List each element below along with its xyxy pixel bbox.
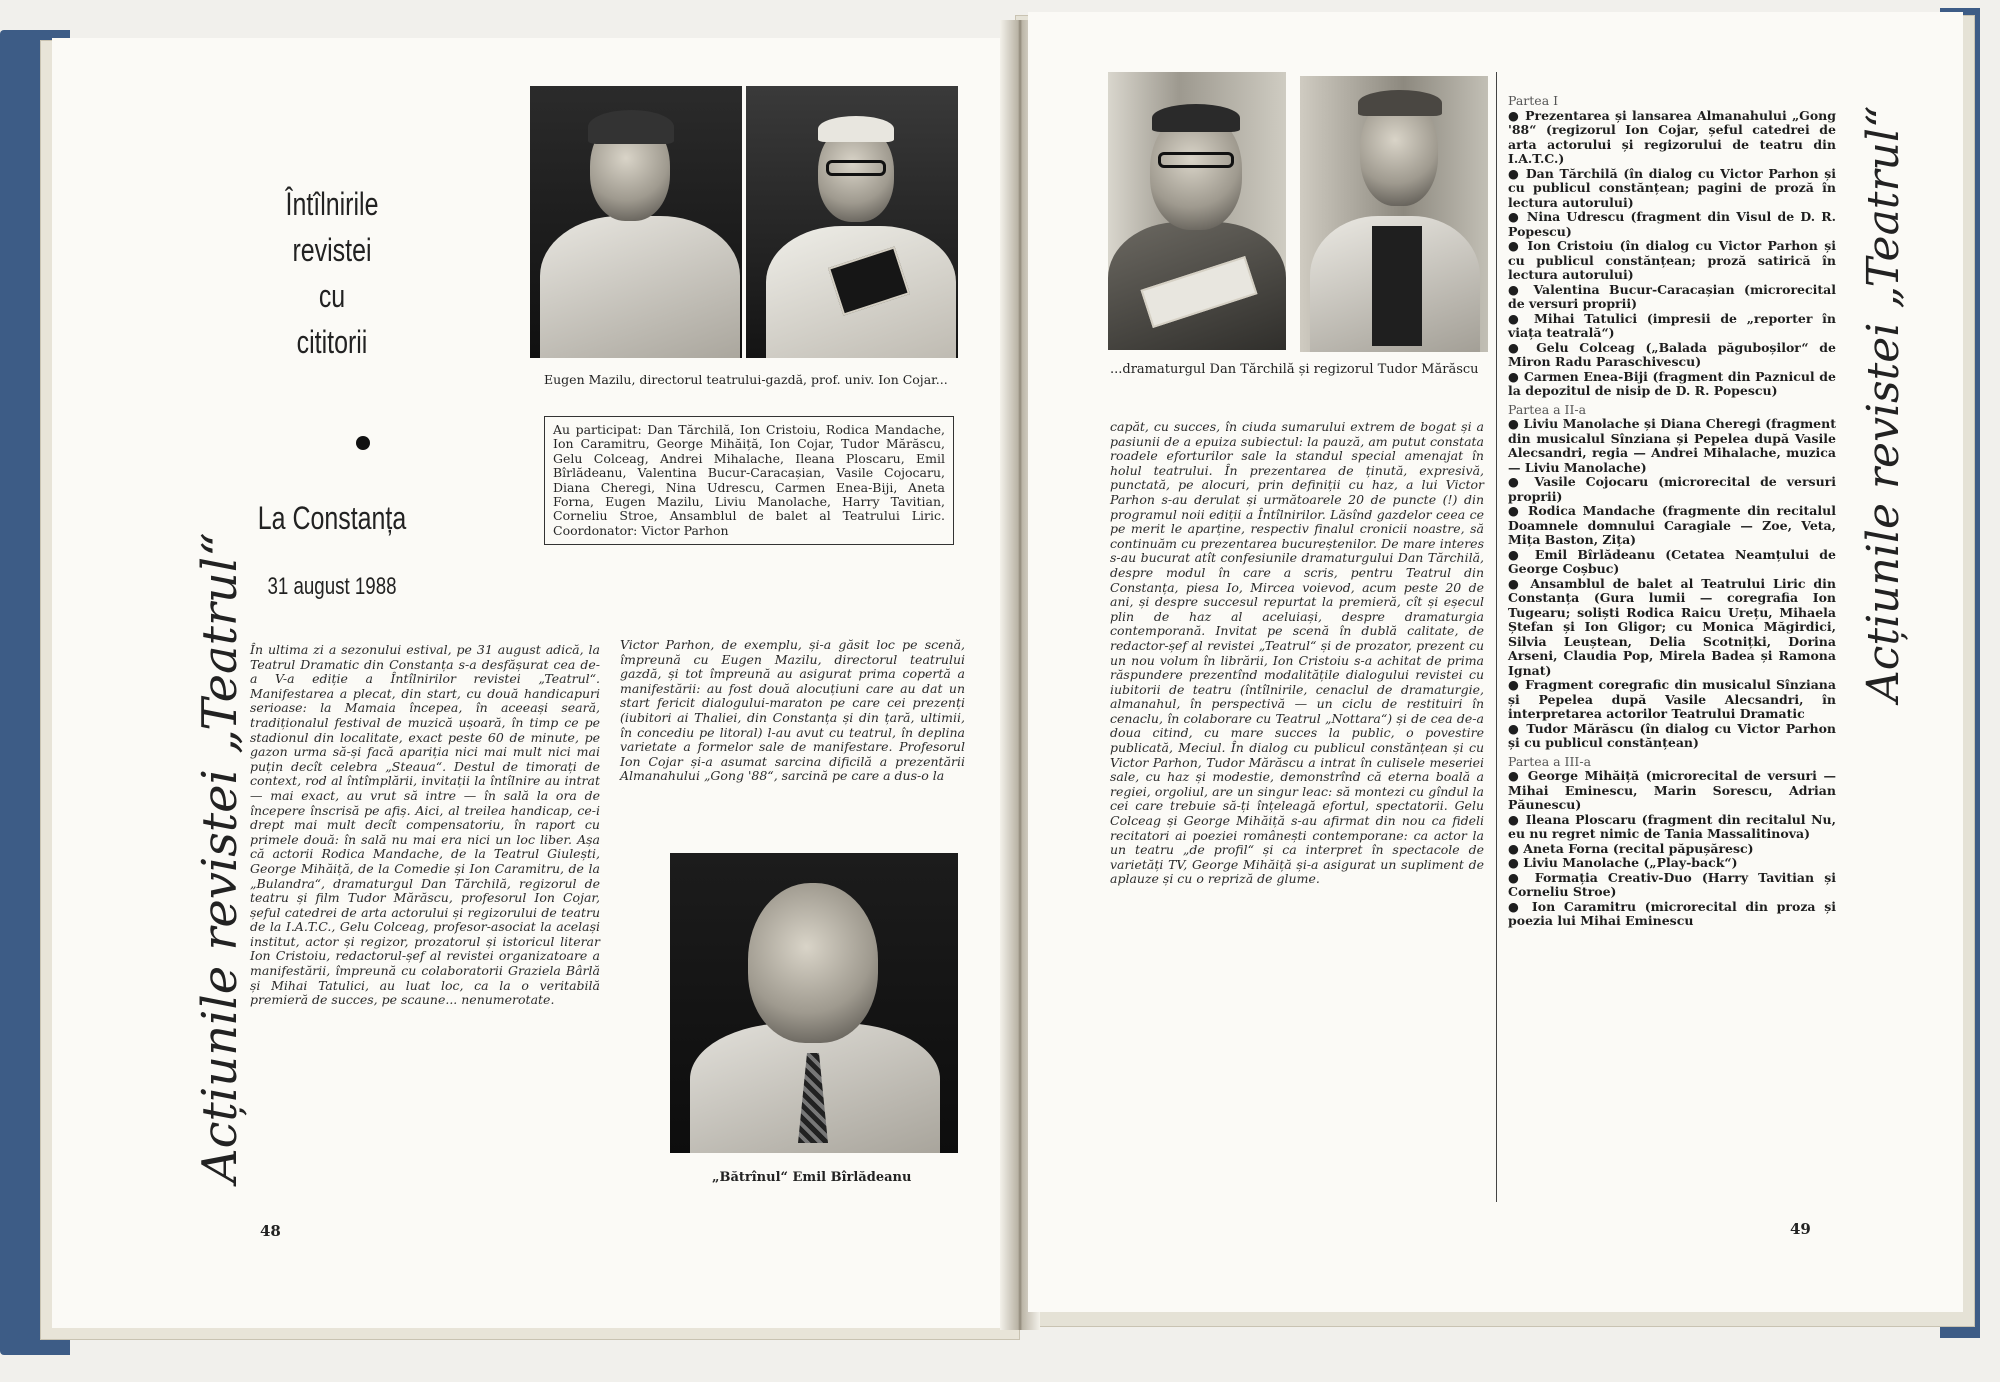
article-column-1: În ultima zi a sezonului estival, pe 31 august adică, la Teatrul Dramatic din Constanța s-a desfășurat cea de-a V-a ediție a Întîlnirilor revistei „Teatrul“. Manifestarea a plecat, din start, cu două handicapuri serioase: la Mamaia începea, în aceeași seară, tradiționalul festival de muzică ușoară, în timp ce pe stadionul din localitate, exact peste 60 de minute, pe gazon urma să-și facă apariția nici mai mult nici mai puțin decît celebra „Steaua“. Destul de timorați de context, rod al întîmplării, invitații la întîlnire au intrat — mai exact, au vrut să intre — în sală la ora de începere înscrisă pe afiș. Aici, al treilea handicap, ce-i drept mai mult decît compensatoriu, în raport cu primele două: în sală nu mai era nici un loc liber. Așa că actorii Rodica Mandache, de la Teatrul Giulești, George Mihăiță, de la Comedie și Ion Caramitru, de la „Bulandra“, dramaturgul Dan Tărchilă, regizorul de teatru și film Tudor Mărăscu, profesorul Ion Cojar, șeful catedrei de arta actorului și regizorului de teatru de la I.A.T.C., Gelu Colceag, profesor-asociat la același institut, actor și regizor, prozatorul și istoricul literar Ion Cristoiu, redactorul-șef al revistei organizatoare a manifestării, împreună cu colaboratorii Graziela Bârlă și Mihai Tatulici, au luat loc, ca la o veritabilă premieră de succes, pe scaune... nenumerotate.	[250, 642, 600, 1008]
right-page	[1028, 12, 1963, 1312]
column-divider	[1496, 72, 1497, 1202]
program-item: ● Aneta Forna (recital păpușăresc)	[1508, 840, 1754, 856]
heading-line-4: cititorii	[296, 324, 368, 360]
heading-line-1: Întîlnirile	[285, 186, 379, 222]
participants-box: Au participat: Dan Tărchilă, Ion Cristoiu, Rodica Mandache, Ion Caramitru, George Mihăiță, Ion Cojar, Tudor Mărăscu, Gelu Colceag, Andrei Mihalache, Ileana Ploscaru, Emil Bîrlădeanu, Valentina Bucur-Caracașian, Vasile Cojocaru, Diana Cheregi, Nina Udrescu, Carmen Enea-Biji, Aneta Forna, Eugen Mazilu, Liviu Manolache, Harry Tavitian, Corneliu Stroe, Ansamblul de balet al Teatrului Liric. Coordonator: Victor Parhon	[544, 416, 954, 545]
heading-line-2: revistei	[292, 232, 372, 268]
vertical-section-title: Acțiunile revistei „Teatrul“	[192, 532, 248, 1183]
photo-emil-birladeanu	[670, 853, 958, 1153]
vertical-section-title-right: Acțiunile revistei „Teatrul“	[1858, 105, 1909, 702]
program-list	[1508, 90, 1836, 929]
photo-ion-cojar	[746, 86, 958, 358]
photo-caption-bottom: „Bătrînul“ Emil Bîrlădeanu	[712, 1170, 912, 1185]
program-item: ● Tudor Mărăscu (în dialog cu Victor Parhon și cu publicul constănțean)	[1508, 720, 1836, 750]
left-page	[52, 38, 1002, 1328]
program-item: ● Mihai Tatulici (impresii de „reporter în viața teatrală“)	[1508, 310, 1836, 340]
photo-caption-right: ...dramaturgul Dan Tărchilă și regizorul Tudor Mărăscu	[1110, 362, 1479, 377]
program-part-1-title: Partea I	[1508, 93, 1559, 108]
program-item: ● Valentina Bucur-Caracașian (microrecital de versuri proprii)	[1508, 281, 1836, 311]
photo-eugen-mazilu	[530, 86, 742, 358]
program-item: ● Nina Udrescu (fragment din Visul de D. R. Popescu)	[1508, 209, 1836, 239]
program-item: ● Dan Tărchilă (în dialog cu Victor Parhon și cu publicul constănțean; pagini de proză în lectura autorului)	[1508, 165, 1836, 210]
program-item: ● Ileana Ploscaru (fragment din recitalul Nu, eu nu regret nimic de Tania Massalitinova)	[1508, 811, 1836, 841]
program-item: ● Gelu Colceag („Balada păguboșilor“ de Miron Radu Paraschivescu)	[1508, 339, 1836, 369]
program-item: ● Liviu Manolache și Diana Cheregi (fragment din musicalul Sînziana și Pepelea după Vasile Alecsandri, regia — Andrei Mihalache, muzica — Liviu Manolache)	[1508, 416, 1836, 475]
program-item: ● Vasile Cojocaru (microrecital de versuri proprii)	[1508, 474, 1836, 504]
program-part-3-title: Partea a III-a	[1508, 753, 1592, 769]
page-number-left: 48	[260, 1222, 281, 1240]
heading-line-3: cu	[318, 278, 346, 314]
photo-tudor-marascu	[1300, 76, 1488, 352]
program-item: ● Formația Creativ-Duo (Harry Tavitian și Corneliu Stroe)	[1508, 869, 1836, 899]
program-item: ● Carmen Enea-Biji (fragment din Paznicul de la depozitul de nisip de D. R. Popescu)	[1508, 368, 1836, 398]
program-item: ● Liviu Manolache („Play-back“)	[1508, 855, 1738, 870]
article-column-3: capăt, cu succes, în ciuda sumarului extrem de bogat și a pasiunii de a epuiza subiectul: la pauză, am putut constata roadele eforturilor sale la standul special amenajat în holul teatrului. În prezentarea de ținută, expresivă, punctată, pe alocuri, prin definiții cu haz, a lui Victor Parhon s-au derulat și următoarele 20 de puncte (!) din programul noii ediții a Întîlnirilor. Lăsînd gazdelor ceea ce pe merit le aparține, respectiv finalul cronicii noastre, să continuăm cu prezentarea bucureștenilor. De mare interes s-au bucurat atît confesiunile dramaturgului Dan Tărchilă, despre modul în care a scris, pentru Teatrul din Constanța, piesa Io, Mircea voievod, acum peste 20 de ani, și despre succesul repurtat la premieră, cît și eșecul plin de haz al aceluiași, despre dramaturgia contemporană. Invitat pe scenă în dublă calitate, de redactor-șef al revistei „Teatrul“ și de prozator, prezent cu un nou volum în librării, Ion Cristoiu s-a achitat de prima răspundere prezentînd modalitățile dialogului revistei cu iubitorii de teatru (întîlnirile, cenaclul de dramaturgie, almanahul, în perspectivă — un ciclu de restituiri în cenaclu, în colaborare cu Teatrul „Nottara“) și de cea de-a doua citind, cu mare succes la public, o povestire publicată, Meciul. În dialog cu publicul constănțean și cu Victor Parhon, Tudor Mărăscu a intrat în culisele meseriei sale, cu haz și modestie, demonstrînd că eterna boală a regiei, orgoliul, are un singur leac: să montezi cu gîndul la cei care trebuie să-ți înțeleagă efortul, spectatorii. Gelu Colceag și George Mihăiță s-au afirmat din nou ca fideli recitatori ai poeziei românești contemporane: ca actor la un teatru „de profil“ și ca interpret în spectacole de varietăți TV, George Mihăiță și-a asigurat un supliment de aplauze și cu o repriză de glume.	[1110, 419, 1484, 887]
photo-caption-top: Eugen Mazilu, directorul teatrului-gazdă, prof. univ. Ion Cojar...	[544, 372, 948, 387]
program-item: ● Ion Cristoiu (în dialog cu Victor Parhon și cu publicul constănțean; proză satirică în lectura autorului)	[1508, 238, 1836, 282]
photo-dan-tarchila	[1108, 72, 1286, 350]
program-item: ● Fragment coregrafic din musicalul Sînziana și Pepelea după Vasile Alecsandri, în interpretarea actorilor Teatrului Dramatic	[1508, 677, 1836, 721]
page-number-right: 49	[1790, 1220, 1811, 1238]
program-item: ● Emil Bîrlădeanu (Cetatea Neamțului de George Coșbuc)	[1508, 546, 1836, 576]
program-item: ● Ion Caramitru (microrecital din proza și poezia lui Mihai Eminescu	[1508, 898, 1836, 928]
date-heading: 31 august 1988	[267, 573, 397, 600]
program-item: ● Rodica Mandache (fragmente din recitalul Doamnele domnului Caragiale — Zoe, Veta, Mița Baston, Zița)	[1508, 503, 1836, 547]
program-item: ● Ansamblul de balet al Teatrului Liric din Constanța (Gura lumii — coregrafia Ion Tugearu; soliști Rodica Raicu Urețu, Mihaela Ștefan și Ion Gligor; cu Monica Măgirdici, Silvia Leuștean, Delia Scotnițki, Dorina Arseni, Claudia Pop, Mirela Badea și Ramona Ignat)	[1508, 575, 1836, 678]
location-heading: La Constanța	[257, 500, 407, 536]
article-column-2: Victor Parhon, de exemplu, și-a găsit loc pe scenă, împreună cu Eugen Mazilu, directorul teatrului gazdă, și tot împreună au asigurat prima copertă a manifestării: au fost două alocuțiuni care au dat un start fericit dialogului-maraton pe care cei prezenți (iubitori ai Thaliei, din Constanța și din țară, ultimii, în concediu pe litoral) l-au avut cu teatrul, în deplina varietate a formelor sale de manifestare. Profesorul Ion Cojar și-a asumat sarcina dificilă a prezentării Almanahului „Gong '88“, sarcină pe care a dus-o la	[620, 637, 965, 784]
program-item: ● George Mihăiță (microrecital de versuri — Mihai Eminescu, Marin Sorescu, Adrian Păunescu)	[1508, 768, 1836, 812]
program-part-2-title: Partea a II-a	[1508, 401, 1587, 417]
program-item: ● Prezentarea și lansarea Almanahului „Gong '88“ (regizorul Ion Cojar, șeful catedrei de arta actorului și regizorului de teatru din I.A.T.C.)	[1508, 107, 1836, 166]
bullet-dot	[356, 436, 370, 450]
